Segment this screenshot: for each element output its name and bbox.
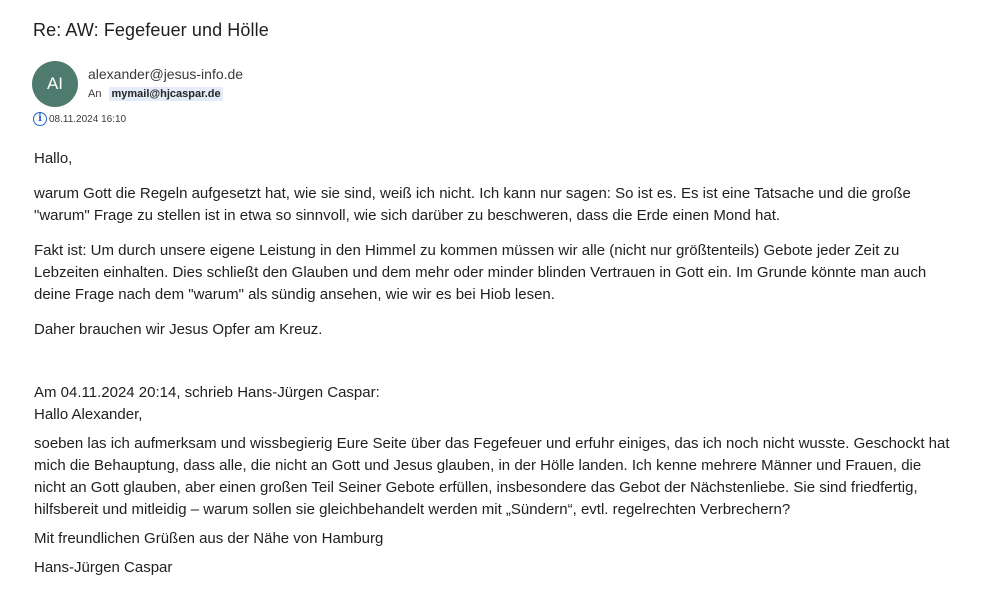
email-subject: Re: AW: Fegefeuer und Hölle: [33, 20, 269, 40]
recipient-row: [88, 87, 223, 101]
quoted-message: [34, 382, 954, 579]
recipient-address[interactable]: mymail@hjcaspar.de: [111, 88, 221, 100]
body-paragraph: Hallo,: [34, 150, 73, 167]
date-row: [33, 112, 126, 126]
quote-header: Am 04.11.2024 20:14, schrieb Hans-Jürgen Caspar:: [34, 384, 380, 401]
to-label: An: [88, 88, 102, 100]
sender-avatar[interactable]: AI: [32, 61, 78, 107]
email-body: [34, 148, 954, 354]
quote-text: soeben las ich aufmerksam und wissbegierig Eure Seite über das Fegefeuer und erfuhr einiges, das ich noch nicht wusste. Geschockt hat mich die Behauptung, dass alle, die nicht an Gott und Jesus glauben, in der Hölle landen. Ich kenne mehrere Männer und Frauen, die nicht an Gott glauben, aber einen großen Teil Seiner Gebote erfüllen, insbesondere das Gebot der Nächstenliebe. Sie sind friedfertig, hilfsbereit und mitleidig – warum sollen sie gleichbehandelt werden mit „Sündern“, evtl. regelrechten Verbrechern?: [34, 435, 950, 518]
sender-address[interactable]: alexander@jesus-info.de: [88, 66, 244, 82]
email-date: 08.11.2024 16:10: [49, 113, 127, 125]
body-paragraph: Fakt ist: Um durch unsere eigene Leistung in den Himmel zu kommen müssen wir alle (nicht nur größtenteils) Gebote jeder Zeit zu Lebzeiten einhalten. Dies schließt den Glauben und dem mehr oder minder blinden Vertrauen in Gott ein. Im Grunde könnte man auch deine Frage nach dem "warum" als sündig ansehen, wie wir es bei Hiob lesen.: [34, 242, 927, 303]
info-icon[interactable]: i: [33, 112, 47, 126]
quote-closing: Mit freundlichen Grüßen aus der Nähe von Hamburg: [34, 530, 384, 547]
quote-greeting: Hallo Alexander,: [34, 406, 143, 423]
body-paragraph: Daher brauchen wir Jesus Opfer am Kreuz.: [34, 321, 323, 338]
body-paragraph: warum Gott die Regeln aufgesetzt hat, wie sie sind, weiß ich nicht. Ich kann nur sagen: So ist es. Es ist eine Tatsache und die große "warum" Frage zu stellen ist in etwa so sinnvoll, wie sich darüber zu beschweren, dass die Erde einen Mond hat.: [34, 185, 911, 224]
quote-signature: Hans-Jürgen Caspar: [34, 559, 173, 576]
